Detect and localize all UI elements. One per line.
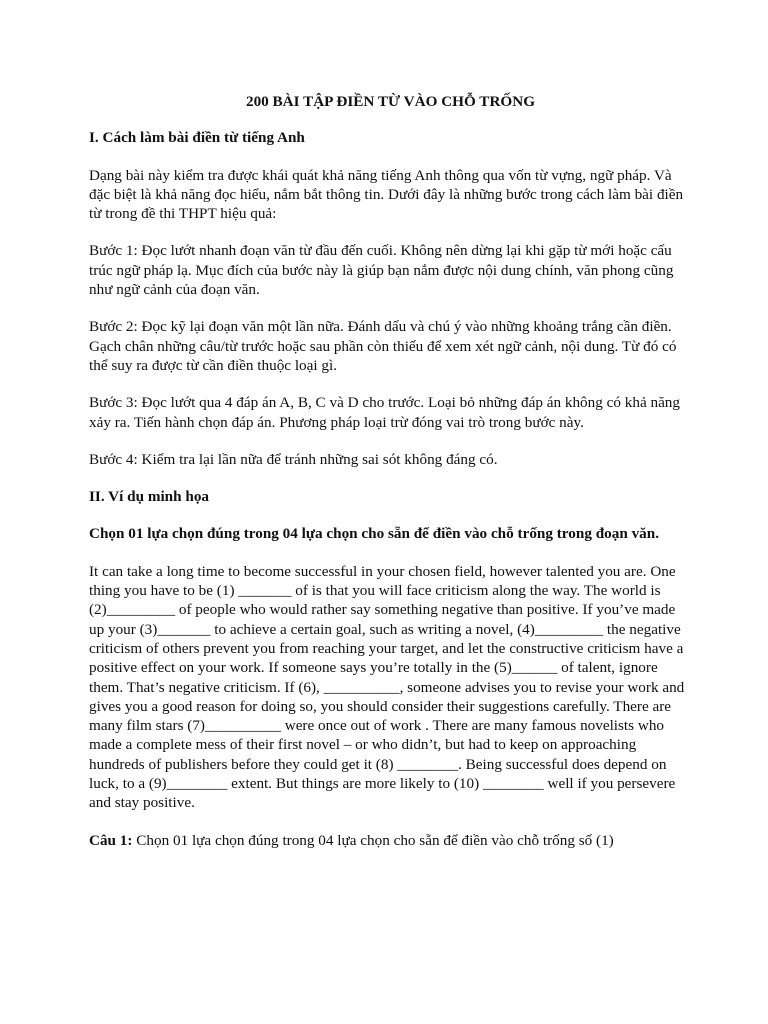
page-title: 200 BÀI TẬP ĐIỀN TỪ VÀO CHỖ TRỐNG [245, 93, 536, 110]
step-4-paragraph: Bước 4: Kiểm tra lại lần nữa để tránh những sai sót không đáng có. [89, 450, 498, 468]
cloze-passage: It can take a long time to become successful in your chosen field, however talented you are. One thing you have to be (1) _______ of is that you will face criticism along the way. The world is (2)_________ of people who would rather say something negative than positive. If you’ve made up your (3)_______ to achieve a certain goal, such as writing a novel, (4)_________ the negative criticism of others prevent you from reaching your target, and let the constructive criticism have a positive effect on your work. If someone says you’re totally in the (5)______ of talent, ignore them. That’s negative criticism. If (6), __________, someone advises you to revise your work and gives you a good reason for doing so, you should consider their suggestions carefully. There are many film stars (7)__________ were once out of work . There are many famous novelists who made a complete mess of their first novel – or who didn’t, but had to keep on approaching hundreds of publishers before they could get it (8) ________. Being successful does depend on luck, to a (9)________ extent. But things are more likely to (10) ________ well if you persevere and stay positive. [89, 562, 685, 812]
step-2-paragraph: Bước 2: Đọc kỹ lại đoạn văn một lần nữa. Đánh dấu và chú ý vào những khoảng trắng cần điền. Gạch chân những câu/từ trước hoặc sau phần còn thiếu để xem xét ngữ cảnh, nội dung. Từ đó có thể suy ra được từ cần điền thuộc loại gì. [89, 318, 677, 374]
question-1-text: Chọn 01 lựa chọn đúng trong 04 lựa chọn cho sẵn để điền vào chỗ trống số (1) [132, 831, 614, 849]
exercise-instruction: Chọn 01 lựa chọn đúng trong 04 lựa chọn cho sẵn để điền vào chỗ trống trong đoạn văn. [89, 525, 660, 543]
step-3-paragraph: Bước 3: Đọc lướt qua 4 đáp án A, B, C và D cho trước. Loại bỏ những đáp án không có khả năng xảy ra. Tiến hành chọn đáp án. Phương pháp loại trừ đóng vai trò trong bước này. [89, 394, 680, 431]
intro-paragraph: Dạng bài này kiểm tra được khái quát khả năng tiếng Anh thông qua vốn từ vựng, ngữ pháp. Và đặc biệt là khả năng đọc hiểu, nắm bắt thông tin. Dưới đây là những bước trong cách làm bài điền từ trong đề thi THPT hiệu quả: [89, 166, 684, 223]
section-heading-example: II. Ví dụ minh họa [89, 488, 210, 506]
step-1-paragraph: Bước 1: Đọc lướt nhanh đoạn văn từ đầu đến cuối. Không nên dừng lại khi gặp từ mới hoặc cấu trúc ngữ pháp lạ. Mục đích của bước này là giúp bạn nắm được nội dung chính, văn phong cũng như ngữ cảnh của đoạn văn. [89, 242, 674, 299]
question-1-label: Câu 1: [89, 831, 133, 849]
section-heading-method: I. Cách làm bài điền từ tiếng Anh [89, 129, 305, 147]
question-1 [89, 831, 688, 850]
